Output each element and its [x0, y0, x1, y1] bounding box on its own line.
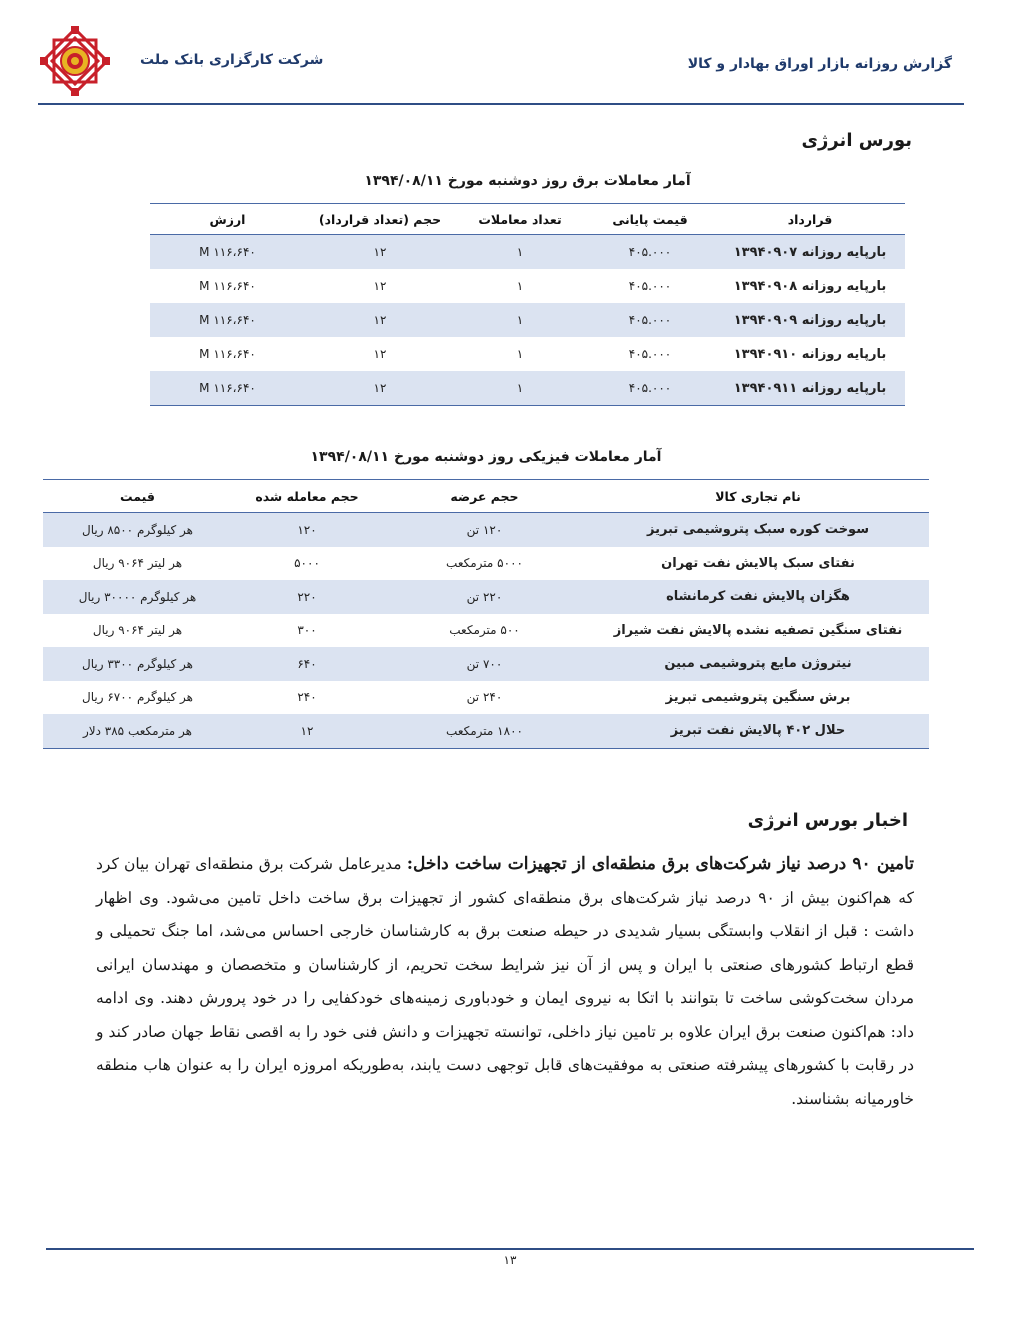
price-cell: هر کیلوگرم ۳۳۰۰ ریال [43, 647, 232, 681]
column-header-commodity: نام تجاری کالا [587, 480, 929, 513]
value-cell: ۱۱۶،۶۴۰ M [199, 347, 256, 361]
column-header-traded: حجم معامله شده [232, 480, 382, 513]
column-header-value: ارزش [150, 204, 305, 235]
final-price-cell: ۴۰۵.۰۰۰ [628, 347, 672, 361]
news-body-text: مدیرعامل شرکت برق منطقه‌ای تهران بیان کرد که هم‌اکنون بیش از ۹۰ درصد نیاز شرکت‌های برق منطقه‌ای کشور از تجهیزات برق ساخت داخل تامین می‌شود. وی اظهار داشت : قبل از انقلاب وابستگی بسیار شدیدی در حیطه صنعت برق به کارشناسان خارجی احساس می‌شد، اما جنگ تحمیلی و قطع ارتباط کشورهای صنعتی با ایران و پس از آن نیز شرایط سخت تحریم، از کارشناسان و متخصصان و مهندسان ایرانی مردان سخت‌کوشی ساخت تا بتوانند با اتکا به نیروی ایمان و خودباوری زمینه‌های خودکفایی را در خود پرورش دهند. وی ادامه داد: هم‌اکنون صنعت برق ایران علاوه بر تامین نیاز داخلی، توانسته تجهیزات و دانش فنی خود را به اقصی نقاط جهان صادر کند و در رقابت با کشورهای پیشرفته صنعتی به موفقیت‌های قابل توجهی دست یابند، به‌طوریکه امروزه ایران را به عنوان هاب منطقه خاورمیانه بشناسند. [96, 855, 914, 1108]
final-price-cell: ۴۰۵.۰۰۰ [628, 279, 672, 293]
contract-cell: بارپایه روزانه ۱۳۹۴۰۹۱۰ [733, 346, 887, 362]
traded-cell: ۶۴۰ [232, 647, 382, 681]
bank-mellat-logo [40, 26, 110, 102]
volume-cell: ۱۲ [305, 371, 455, 406]
supply-cell: ۵۰۰۰ مترمکعب [446, 556, 523, 571]
supply-cell: ۱۲۰ تن [382, 513, 587, 547]
final-price-cell: ۴۰۵.۰۰۰ [585, 303, 715, 337]
traded-cell: ۱۲ [232, 714, 382, 748]
table-row [43, 647, 929, 681]
price-cell: هر مترمکعب ۳۸۵ دلار [43, 714, 232, 748]
table-row [150, 303, 905, 337]
table-row [43, 513, 929, 547]
supply-cell: ۱۸۰۰ مترمکعب [382, 714, 587, 748]
physical-table-caption: آمار معاملات فیزیکی روز دوشنبه مورخ ۱۳۹۴/۰۸/۱۱ [310, 449, 662, 465]
report-title: گزارش روزانه بازار اوراق بهادار و کالا [687, 56, 952, 72]
table-row [150, 269, 905, 303]
supply-cell: ۵۰۰ مترمکعب [449, 623, 520, 638]
column-header-final-price: قیمت پایانی [585, 204, 715, 235]
contract-cell: بارپایه روزانه ۱۳۹۴۰۹۰۷ [715, 235, 905, 270]
news-article [96, 848, 914, 1116]
commodity-cell: هگزان پالایش نفت کرمانشاه [587, 580, 929, 614]
supply-cell: ۲۲۰ تن [382, 580, 587, 614]
supply-cell: ۷۰۰ تن [382, 647, 587, 681]
price-cell: هر لیتر ۹۰۶۴ ریال [92, 623, 183, 638]
price-cell: هر کیلوگرم ۸۵۰۰ ریال [43, 513, 232, 547]
commodity-cell: برش سنگین پتروشیمی تبریز [665, 689, 851, 705]
volume-cell: ۱۲ [373, 279, 387, 293]
traded-cell: ۳۰۰ [297, 623, 317, 638]
column-header-volume: حجم (تعداد قرارداد) [305, 204, 455, 235]
value-cell: ۱۱۶،۶۴۰ M [150, 371, 305, 406]
trades-cell: ۱ [455, 303, 585, 337]
electricity-table-caption: آمار معاملات برق روز دوشنبه مورخ ۱۳۹۴/۰۸/۱۱ [364, 173, 691, 189]
traded-cell: ۱۲۰ [232, 513, 382, 547]
header-divider [38, 103, 964, 105]
commodity-cell: نفتای سنگین تصفیه نشده پالایش نفت شیراز [613, 622, 903, 638]
company-name: شرکت کارگزاری بانک ملت [140, 52, 324, 68]
table-row [43, 547, 929, 581]
price-cell: هر لیتر ۹۰۶۴ ریال [92, 556, 183, 571]
value-cell: ۱۱۶،۶۴۰ M [150, 235, 305, 270]
volume-cell: ۱۲ [305, 303, 455, 337]
value-cell: ۱۱۶،۶۴۰ M [150, 303, 305, 337]
trades-cell: ۱ [516, 279, 524, 293]
news-headline: تامین ۹۰ درصد نیاز شرکت‌های برق منطقه‌ای از تجهیزات ساخت داخل: [406, 854, 914, 874]
final-price-cell: ۴۰۵.۰۰۰ [585, 371, 715, 406]
table-row [43, 614, 929, 648]
contract-cell: بارپایه روزانه ۱۳۹۴۰۹۰۹ [715, 303, 905, 337]
traded-cell: ۲۲۰ [232, 580, 382, 614]
page-number: ۱۳ [503, 1253, 517, 1267]
commodity-cell: نفتای سبک پالایش نفت تهران [661, 555, 855, 571]
commodity-cell: حلال ۴۰۲ پالایش نفت تبریز [587, 714, 929, 748]
traded-cell: ۵۰۰۰ [294, 556, 320, 571]
value-cell: ۱۱۶،۶۴۰ M [199, 279, 256, 293]
column-header-contract: قرارداد [715, 204, 905, 235]
trades-cell: ۱ [455, 235, 585, 270]
commodity-cell: نیتروژن مایع پتروشیمی مبین [587, 647, 929, 681]
table-row [150, 235, 905, 270]
contract-cell: بارپایه روزانه ۱۳۹۴۰۹۱۱ [715, 371, 905, 406]
price-cell: هر کیلوگرم ۳۰۰۰۰ ریال [43, 580, 232, 614]
column-header-supply: حجم عرضه [382, 480, 587, 513]
column-header-trades: تعداد معاملات [455, 204, 585, 235]
table-row [43, 580, 929, 614]
trades-cell: ۱ [516, 347, 524, 361]
footer-divider [46, 1248, 974, 1250]
traded-cell: ۲۴۰ [297, 690, 317, 705]
electricity-trades-table [150, 203, 905, 406]
contract-cell: بارپایه روزانه ۱۳۹۴۰۹۰۸ [733, 278, 887, 294]
volume-cell: ۱۲ [373, 347, 387, 361]
energy-section-title: بورس انرژی [801, 130, 912, 151]
table-row [43, 681, 929, 715]
table-header-row [150, 204, 905, 235]
volume-cell: ۱۲ [305, 235, 455, 270]
physical-trades-table [43, 479, 929, 749]
supply-cell: ۲۴۰ تن [466, 690, 503, 705]
news-section-title: اخبار بورس انرژی [747, 810, 908, 831]
table-row [150, 337, 905, 371]
table-header-row [43, 480, 929, 513]
column-header-price: قیمت [43, 480, 232, 513]
commodity-cell: سوخت کوره سبک پتروشیمی تبریز [587, 513, 929, 547]
table-row [43, 714, 929, 748]
final-price-cell: ۴۰۵.۰۰۰ [585, 235, 715, 270]
trades-cell: ۱ [455, 371, 585, 406]
price-cell: هر کیلوگرم ۶۷۰۰ ریال [82, 690, 193, 705]
table-row [150, 371, 905, 406]
